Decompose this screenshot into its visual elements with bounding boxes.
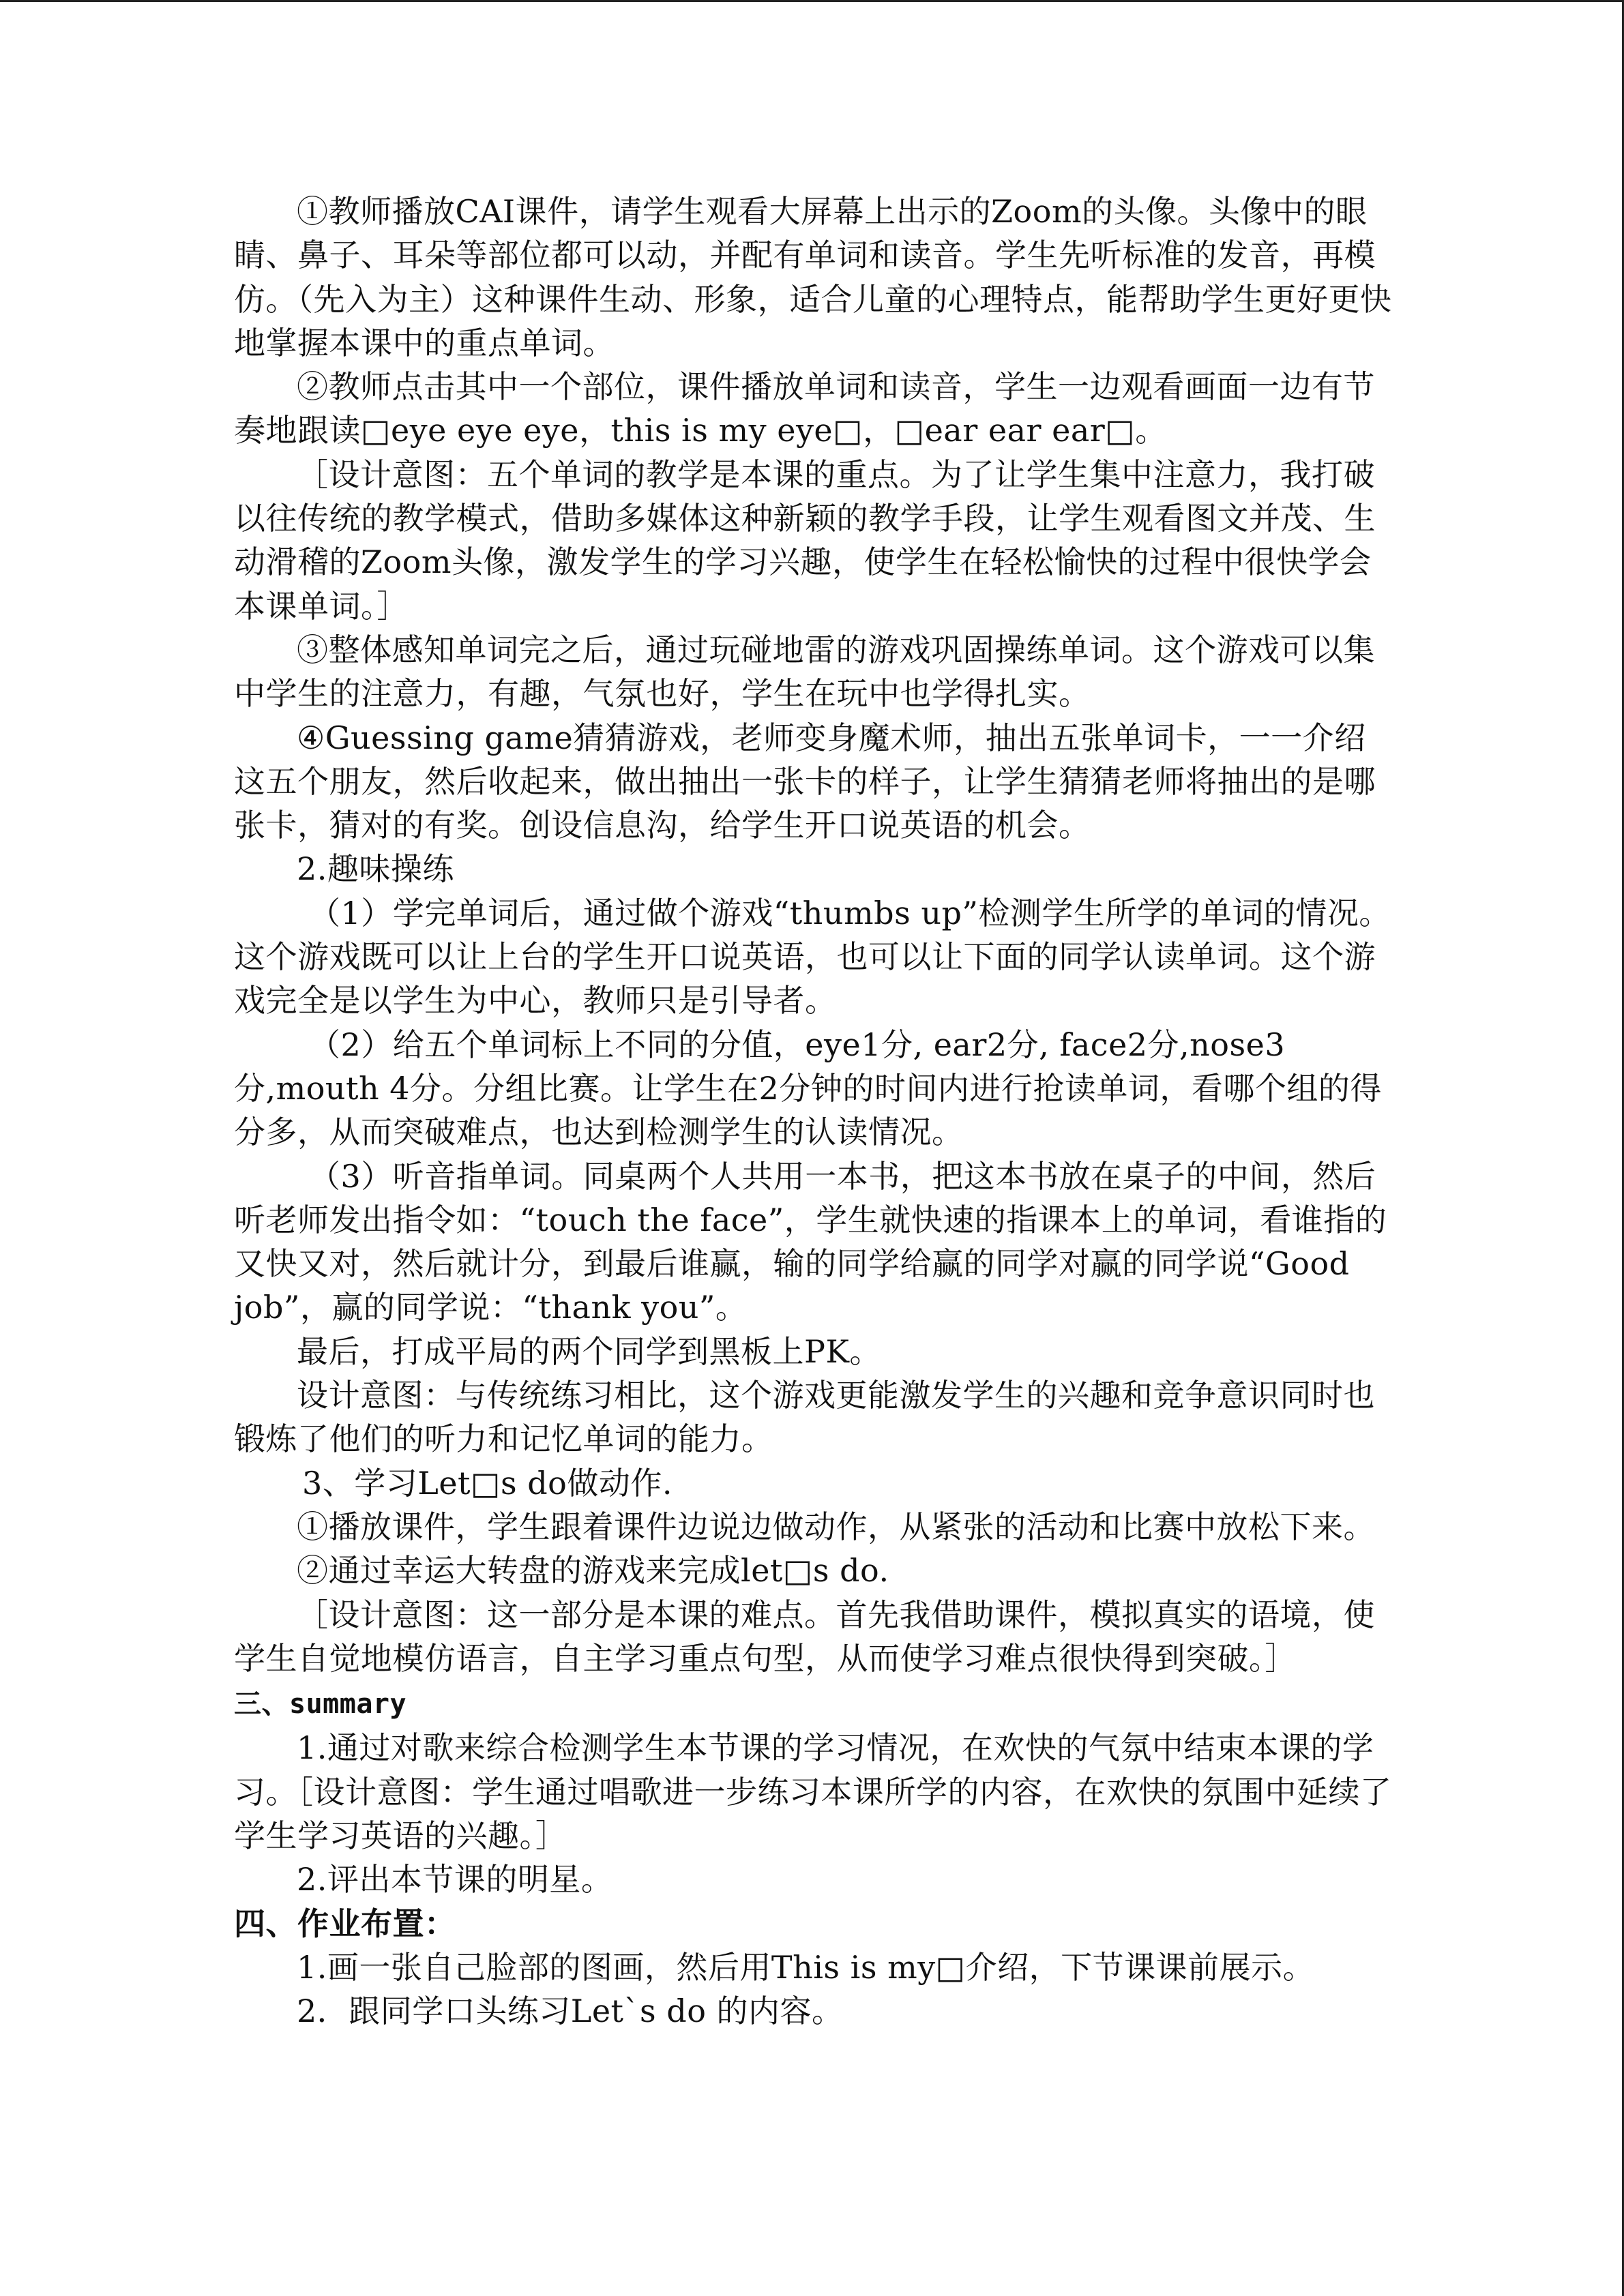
document-body xyxy=(234,190,1393,2033)
homework-item-2: 2．跟同学口头练习Let`s do 的内容。 xyxy=(297,1993,844,2030)
summary-heading-text: 三、summary xyxy=(234,1688,407,1720)
paragraph-cai-courseware: ①教师播放CAI课件，请学生观看大屏幕上出示的Zoom的头像。头像中的眼睛、鼻子、耳朵等部位都可以动，并配有单词和读音。学生先听标准的发音，再模仿。（先入为主）这种课件生动、形象，适合儿童的心理特点，能帮助学生更好更快地掌握本课中的重点单词。 xyxy=(234,193,1392,361)
paragraph-play-courseware: ①播放课件，学生跟着课件边说边做动作，从紧张的活动和比赛中放松下来。 xyxy=(297,1508,1375,1545)
paragraph-lucky-wheel: ②通过幸运大转盘的游戏来完成let□s do. xyxy=(297,1552,889,1590)
paragraph-minesweeper-game: ③整体感知单词完之后，通过玩碰地雷的游戏巩固操练单词。这个游戏可以集中学生的注意力，有趣，气氛也好，学生在玩中也学得扎实。 xyxy=(234,631,1375,713)
paragraph-guessing-game: ④Guessing game猜猜游戏，老师变身魔术师，抽出五张单词卡，一一介绍这五个朋友，然后收起来，做出抽出一张卡的样子，让学生猜猜老师将抽出的是哪张卡，猜对的有奖。创设信息沟，给学生开口说英语的机会。 xyxy=(234,719,1376,844)
paragraph-thumbs-up: （1）学完单词后，通过做个游戏“thumbs up”检测学生所学的单词的情况。这个游戏既可以让上台的学生开口说英语，也可以让下面的同学认读单词。这个游戏完全是以学生为中心，教师只是引导者。 xyxy=(234,894,1391,1019)
summary-item-2: 2.评出本节课的明星。 xyxy=(297,1861,613,1898)
page-border-top xyxy=(0,0,1624,2)
paragraph-listen-point: （3）听音指单词。同桌两个人共用一本书，把这本书放在桌子的中间，然后听老师发出指令如：“touch the face”，学生就快速的指课本上的单词，看谁指的又快又对，然后就计分，到最后谁赢，输的同学给赢的同学对赢的同学说“Good job”，赢的同学说：“thank you”。 xyxy=(234,1157,1387,1326)
section-fun-practice: 2.趣味操练 xyxy=(297,850,454,888)
paragraph-design-intent-1: ［设计意图：五个单词的教学是本课的重点。为了让学生集中注意力，我打破以往传统的教学模式，借助多媒体这种新颖的教学手段，让学生观看图文并茂、生动滑稽的Zoom头像，激发学生的学习兴趣，使学生在轻松愉快的过程中很快学会本课单词。］ xyxy=(234,456,1376,625)
paragraph-design-intent-2: 设计意图：与传统练习相比，这个游戏更能激发学生的兴趣和竞争意识同时也锻炼了他们的听力和记忆单词的能力。 xyxy=(234,1377,1375,1458)
paragraph-pk: 最后，打成平局的两个同学到黑板上PK。 xyxy=(297,1332,881,1370)
homework-item-1: 1.画一张自己脸部的图画，然后用This is my□介绍，下节课课前展示。 xyxy=(297,1948,1315,1986)
summary-heading xyxy=(234,1680,1393,1726)
paragraph-design-intent-3: ［设计意图：这一部分是本课的难点。首先我借助课件，模拟真实的语境，使学生自觉地模仿语言，自主学习重点句型，从而使学习难点很快得到突破。］ xyxy=(234,1596,1375,1677)
summary-item-1: 1.通过对歌来综合检测学生本节课的学习情况，在欢快的气氛中结束本课的学习。［设计意图：学生通过唱歌进一步练习本课所学的内容，在欢快的氛围中延续了学生学习英语的兴趣。］ xyxy=(234,1729,1392,1854)
paragraph-scoring: （2）给五个单词标上不同的分值，eye1分, ear2分, face2分,nose3分,mouth 4分。分组比赛。让学生在2分钟的时间内进行抢读单词，看哪个组的得分多，从而突破难点，也达到检测学生的认读情况。 xyxy=(234,1026,1382,1151)
section-lets-do: 3、学习Let□s do做动作. xyxy=(302,1464,673,1502)
homework-heading: 四、作业布置： xyxy=(234,1905,456,1942)
paragraph-click-part: ②教师点击其中一个部位，课件播放单词和读音，学生一边观看画面一边有节奏地跟读□eye eye eye，this is my eye□，□ear ear ear□。 xyxy=(234,368,1375,449)
